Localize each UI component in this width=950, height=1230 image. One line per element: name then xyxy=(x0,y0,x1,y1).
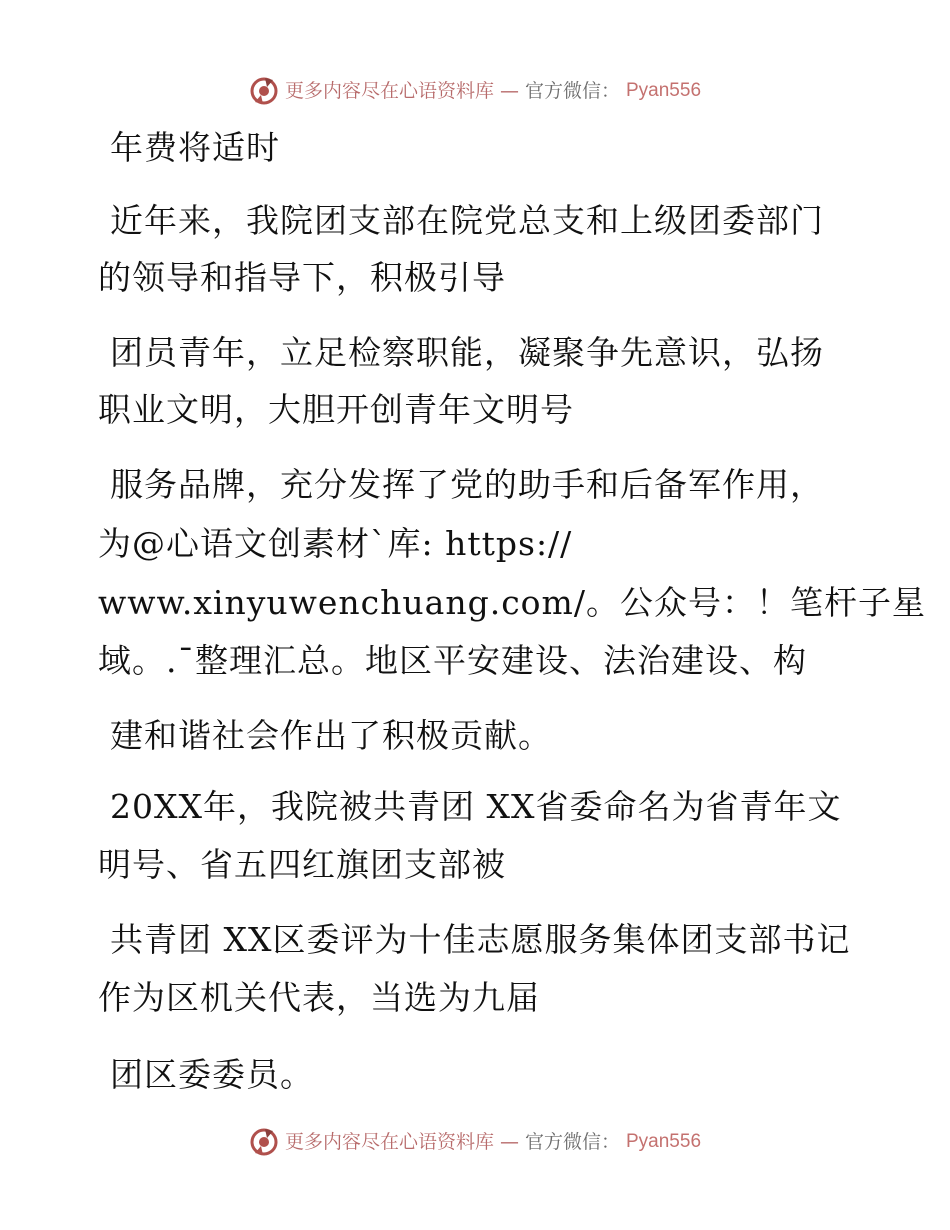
header-banner xyxy=(0,76,950,106)
text-line-12: 明号、省五四红旗团支部被 xyxy=(98,845,506,884)
footer-banner xyxy=(0,1127,950,1157)
text-line-7: 为@心语文创素材`库: https:// xyxy=(98,524,573,563)
text-line-14: 作为区机关代表，当选为九届 xyxy=(98,978,540,1017)
text-line-10: 建和谐社会作出了积极贡献。 xyxy=(110,716,552,755)
text-line-11: 20XX年，我院被共青团 XX省委命名为省青年文 xyxy=(110,787,842,826)
text-line-13: 共青团 XX区委评为十佳志愿服务集体团支部书记 xyxy=(110,920,851,959)
ribbon-seal-icon xyxy=(249,1127,279,1157)
text-line-4: 团员青年，立足检察职能，凝聚争先意识，弘扬 xyxy=(110,333,824,372)
header-dash: — xyxy=(499,80,519,102)
text-line-5: 职业文明，大胆开创青年文明号 xyxy=(98,390,574,429)
footer-official-label: 官方微信： xyxy=(524,1131,620,1153)
text-line-8: www.xinyuwenchuang.com/。公众号：！笔杆子星 xyxy=(98,583,926,622)
footer-dash: — xyxy=(499,1131,519,1153)
header-handle: Pyan556 xyxy=(626,80,702,101)
footer-handle: Pyan556 xyxy=(626,1131,702,1152)
text-line-15: 团区委委员。 xyxy=(110,1055,314,1094)
text-line-1: 年费将适时 xyxy=(110,128,280,167)
footer-brand-text: 更多内容尽在心语资料库 xyxy=(284,1131,494,1153)
text-line-3: 的领导和指导下，积极引导 xyxy=(98,258,506,297)
text-line-2: 近年来，我院团支部在院党总支和上级团委部门 xyxy=(110,201,824,240)
header-brand-text: 更多内容尽在心语资料库 xyxy=(284,80,494,102)
text-line-9: 域。.¯整理汇总。地区平安建设、法治建设、构 xyxy=(98,641,807,680)
header-official-label: 官方微信： xyxy=(524,80,620,102)
ribbon-seal-icon xyxy=(249,76,279,106)
text-line-6: 服务品牌，充分发挥了党的助手和后备军作用， xyxy=(110,465,824,504)
